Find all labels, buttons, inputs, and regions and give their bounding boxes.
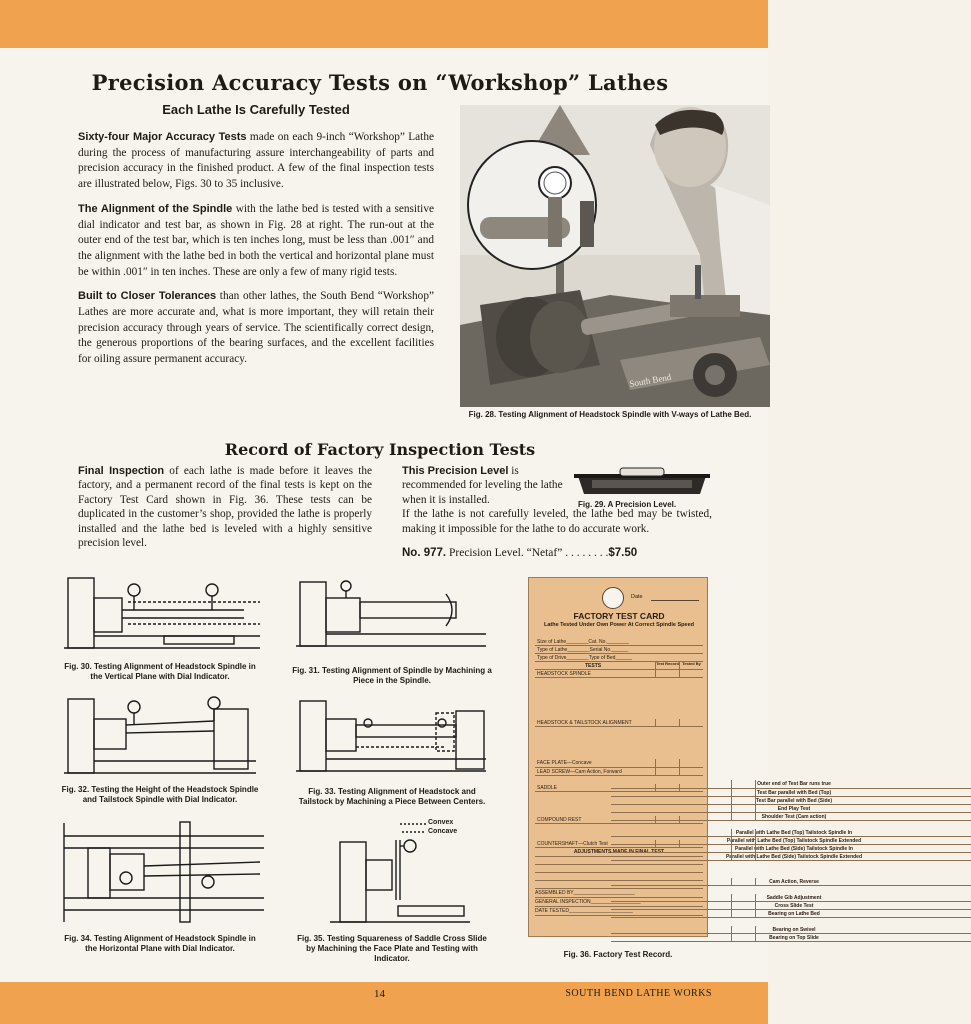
card-record-cell <box>655 784 679 791</box>
section-title-record: Record of Factory Inspection Tests <box>224 440 536 459</box>
final-inspection-paragraph <box>78 464 372 550</box>
precision-level-lead: This Precision Level <box>402 465 509 477</box>
intro-lead-3: Built to Closer Tolerances <box>78 290 217 303</box>
precision-level-picture <box>572 464 712 498</box>
card-record-cell <box>731 934 755 941</box>
fig30-caption: Fig. 30. Testing Alignment of Headstock Spindle in the Vertical Plane with Dial Indicator. <box>64 662 256 681</box>
card-record-cell <box>731 829 755 836</box>
fig30-drawing <box>64 572 264 662</box>
card-test-label: Saddle Gib Adjustment <box>766 894 822 901</box>
card-record-cell <box>655 768 679 775</box>
intro-paragraph-3 <box>78 289 434 368</box>
card-header-by: Tested By <box>679 662 703 669</box>
intro-paragraph-1 <box>78 130 434 193</box>
precision-level-price-line <box>402 547 712 559</box>
card-test-row <box>611 805 971 813</box>
card-test-label: Parallel with Lathe Bed (Top) Tailstock Spindle In <box>735 830 853 837</box>
precision-level-text1: is recommended for leveling the lathe when it is installed. <box>402 465 563 506</box>
card-record-cell <box>731 780 755 787</box>
top-color-band <box>0 0 768 48</box>
card-tested-by-cell <box>679 768 703 775</box>
card-record-cell <box>731 853 755 860</box>
card-tested-by-cell <box>755 926 779 933</box>
card-test-label: End Play Test <box>777 805 811 812</box>
card-test-label: SADDLE <box>537 784 558 791</box>
card-tested-by-cell <box>755 837 779 844</box>
card-test-label: HEADSTOCK SPINDLE <box>537 671 591 678</box>
card-test-label: Bearing on Top Slide <box>769 935 819 942</box>
intro-text-3: than other lathes, the South Bend “Workshop” Lathes are more accurate and, what is more important, they will retain their precision accuracy through years of service. The scientifically correct design, the generous proportions of the bearing surfaces, and the excellent facilities for oiling assure permanent accuracy. <box>78 290 434 366</box>
card-tested-by-cell <box>679 719 703 726</box>
final-inspection-lead: Final Inspection <box>78 465 165 477</box>
photo-bed-lettering: South Bend <box>628 371 672 389</box>
card-tested-by-cell <box>679 670 703 677</box>
card-tested-by-cell <box>679 840 703 847</box>
fig29-caption: Fig. 29. A Precision Level. <box>578 500 677 509</box>
card-tested-by-cell <box>755 780 779 787</box>
fig35-label-convex: Convex <box>428 819 454 826</box>
card-tested-by-cell <box>755 910 779 917</box>
card-record-cell <box>731 902 755 909</box>
card-test-row <box>535 670 703 678</box>
card-test-row <box>535 840 703 848</box>
card-table <box>535 638 863 942</box>
intro-text-2: with the lathe bed is tested with a sensitive dial indicator and test bar, as shown in Fig. 28 at right. The run-out at the outer end of the test bar, which is ten inches long, must be less than .001″ and the alignment with the lathe bed in both the vertical and horizontal plane must be within .001″ in ten inches. These are only a few of many rigid tests. <box>78 202 434 278</box>
card-tested-by-cell <box>679 784 703 791</box>
card-test-label: Parallel with Lathe Bed (Side) Tailstock Spindle Extended <box>725 854 863 861</box>
card-test-row <box>611 894 971 902</box>
card-footer-line: ASSEMBLED BY______________________ <box>535 889 703 898</box>
card-record-cell <box>731 926 755 933</box>
fig31-caption: Fig. 31. Testing Alignment of Spindle by Machining a Piece in the Spindle. <box>292 666 492 685</box>
card-record-cell <box>655 840 679 847</box>
page-subtitle: Each Lathe Is Carefully Tested <box>162 102 350 117</box>
tag-hole <box>602 587 624 609</box>
intro-text-1: made on each 9-inch “Workshop” Lathe during the process of manufacturing assure interchangeability of parts and precision accuracy in the finished product. A few of the final inspection tests are illustrated below, Figs. 30 to 35 inclusive. <box>78 131 434 191</box>
intro-lead-1: Sixty-four Major Accuracy Tests <box>78 131 247 143</box>
card-header-row <box>535 662 703 670</box>
card-record-cell <box>731 813 755 820</box>
card-test-label: Shoulder Test (Cam action) <box>761 813 827 820</box>
fig34-caption: Fig. 34. Testing Alignment of Headstock Spindle in the Horizontal Plane with Dial Indicator. <box>64 934 256 953</box>
card-test-label: Test Bar parallel with Bed (Side) <box>755 797 833 804</box>
card-test-row <box>611 853 971 861</box>
card-record-cell <box>731 910 755 917</box>
fig28-caption: Fig. 28. Testing Alignment of Headstock Spindle with V-ways of Lathe Bed. <box>468 410 752 419</box>
card-record-cell <box>731 837 755 844</box>
card-field-text: Type of Lathe________Serial No.______ <box>537 647 629 654</box>
card-test-label: Cross Slide Test <box>774 902 814 909</box>
intro-lead-2: The Alignment of the Spindle <box>78 202 233 215</box>
precision-level-text2: If the lathe is not carefully leveled, the lathe bed may be twisted, making it impossible for the lathe to do accurate work. <box>402 508 712 535</box>
card-test-row <box>611 910 971 918</box>
card-test-label: Test Bar parallel with Bed (Top) <box>756 789 832 796</box>
card-title: FACTORY TEST CARD <box>573 611 665 621</box>
card-date-label: Date <box>631 594 643 600</box>
card-test-label: FACE PLATE—Concave <box>537 760 592 767</box>
card-tested-by-cell <box>679 816 703 823</box>
card-tested-by-cell <box>755 934 779 941</box>
card-test-row <box>535 759 703 767</box>
card-record-cell <box>731 894 755 901</box>
intro-paragraph-2 <box>78 202 434 281</box>
price-catalog-number: No. 977. <box>402 547 447 559</box>
card-tested-by-cell <box>755 813 779 820</box>
card-footer-line: GENERAL INSPECTION__________________ <box>535 898 703 907</box>
card-tested-by-cell <box>755 829 779 836</box>
card-test-row <box>535 768 703 776</box>
card-test-row <box>611 829 971 837</box>
card-record-cell <box>655 816 679 823</box>
card-tested-by-cell <box>755 805 779 812</box>
card-record-cell <box>731 878 755 885</box>
card-test-label: Cam Action, Reverse <box>769 878 819 885</box>
card-tested-by-cell <box>755 789 779 796</box>
card-test-label: Bearing on Swivel <box>772 927 816 934</box>
card-blank-line <box>535 865 703 873</box>
card-date-line <box>651 600 699 601</box>
card-record-cell <box>731 845 755 852</box>
card-subtitle: Lathe Tested Under Own Power At Correct Spindle Speed <box>543 622 695 628</box>
card-field <box>535 646 703 654</box>
page-number: 14 <box>374 988 385 1000</box>
price-value: $7.50 <box>608 547 638 559</box>
card-tested-by-cell <box>755 878 779 885</box>
card-test-row <box>611 902 971 910</box>
publisher-name: SOUTH BEND LATHE WORKS <box>565 988 712 999</box>
factory-test-card <box>528 577 863 942</box>
card-record-cell <box>731 797 755 804</box>
card-test-row <box>611 797 971 805</box>
card-test-row <box>611 926 971 934</box>
card-test-label: HEADSTOCK & TAILSTOCK ALIGNMENT <box>537 719 632 726</box>
card-header-tests: TESTS <box>585 663 602 670</box>
card-tested-by-cell <box>755 845 779 852</box>
card-adjustments: ADJUSTMENTS MADE IN FINAL TEST <box>535 848 703 857</box>
card-tested-by-cell <box>755 902 779 909</box>
card-test-label: LEAD SCREW—Cam Action, Forward <box>537 768 622 775</box>
fig33-caption: Fig. 33. Testing Alignment of Headstock and Tailstock by Machining a Piece Between Centers. <box>298 787 486 806</box>
card-record-cell <box>655 759 679 766</box>
fig31-drawing <box>296 572 490 660</box>
card-record-cell <box>731 805 755 812</box>
fig28-photo <box>460 105 770 407</box>
card-test-label: Parallel with Lathe Bed (Side) Tailstock Spindle In <box>735 846 853 853</box>
intro-column <box>78 130 434 377</box>
card-test-label: Outer end of Test Bar runs true <box>757 781 831 788</box>
card-record-cell <box>655 670 679 677</box>
fig34-drawing <box>64 818 264 928</box>
fig35-label-concave: Concave <box>428 828 458 835</box>
fig35-caption: Fig. 35. Testing Squareness of Saddle Cross Slide by Machining the Face Plate and Testing with Indicator. <box>297 934 487 963</box>
card-header-record: Test Record <box>655 662 679 669</box>
card-test-row <box>611 878 971 886</box>
fig32-drawing <box>64 695 260 783</box>
card-test-row <box>535 784 703 792</box>
card-field-text: Size of Lathe________Cat. No.________ <box>537 639 630 645</box>
fig32-caption: Fig. 32. Testing the Height of the Headstock Spindle and Tailstock Spindle with Dial Indicator. <box>61 785 259 804</box>
card-tested-by-cell <box>679 759 703 766</box>
card-tested-by-cell <box>755 797 779 804</box>
card-tested-by-cell <box>755 853 779 860</box>
card-test-label: Bearing on Lathe Bed <box>768 910 820 917</box>
card-test-label: COUNTERSHAFT—Clutch Test <box>537 841 608 848</box>
card-test-row <box>535 719 703 727</box>
card-field <box>535 638 703 646</box>
fig36-caption: Fig. 36. Factory Test Record. <box>563 950 673 959</box>
card-test-label: COMPOUND REST <box>537 817 582 824</box>
price-description: Precision Level. “Netaf” . . . . . . . . <box>446 547 609 559</box>
card-test-row <box>535 816 703 824</box>
page-title: Precision Accuracy Tests on “Workshop” Lathes <box>91 70 669 95</box>
card-test-label: Parallel with Lathe Bed (Top) Tailstock Spindle Extended <box>726 838 862 845</box>
card-record-cell <box>731 789 755 796</box>
card-footer-line: DATE TESTED_______________________ <box>535 907 703 916</box>
final-inspection-text: of each lathe is made before it leaves the factory, and a permanent record of the final tests is kept on the Factory Test Card shown in Fig. 36. These tests can be duplicated in the customer’s shop, provided the lathe is properly installed and the lathe bed is leveled with a highly sensitive precision level. <box>78 465 373 550</box>
fig33-drawing <box>296 695 490 783</box>
card-record-cell <box>655 719 679 726</box>
card-tested-by-cell <box>755 894 779 901</box>
card-test-row <box>611 934 971 942</box>
card-field-text: Type of Drive________Type of Bed______ <box>537 655 633 662</box>
